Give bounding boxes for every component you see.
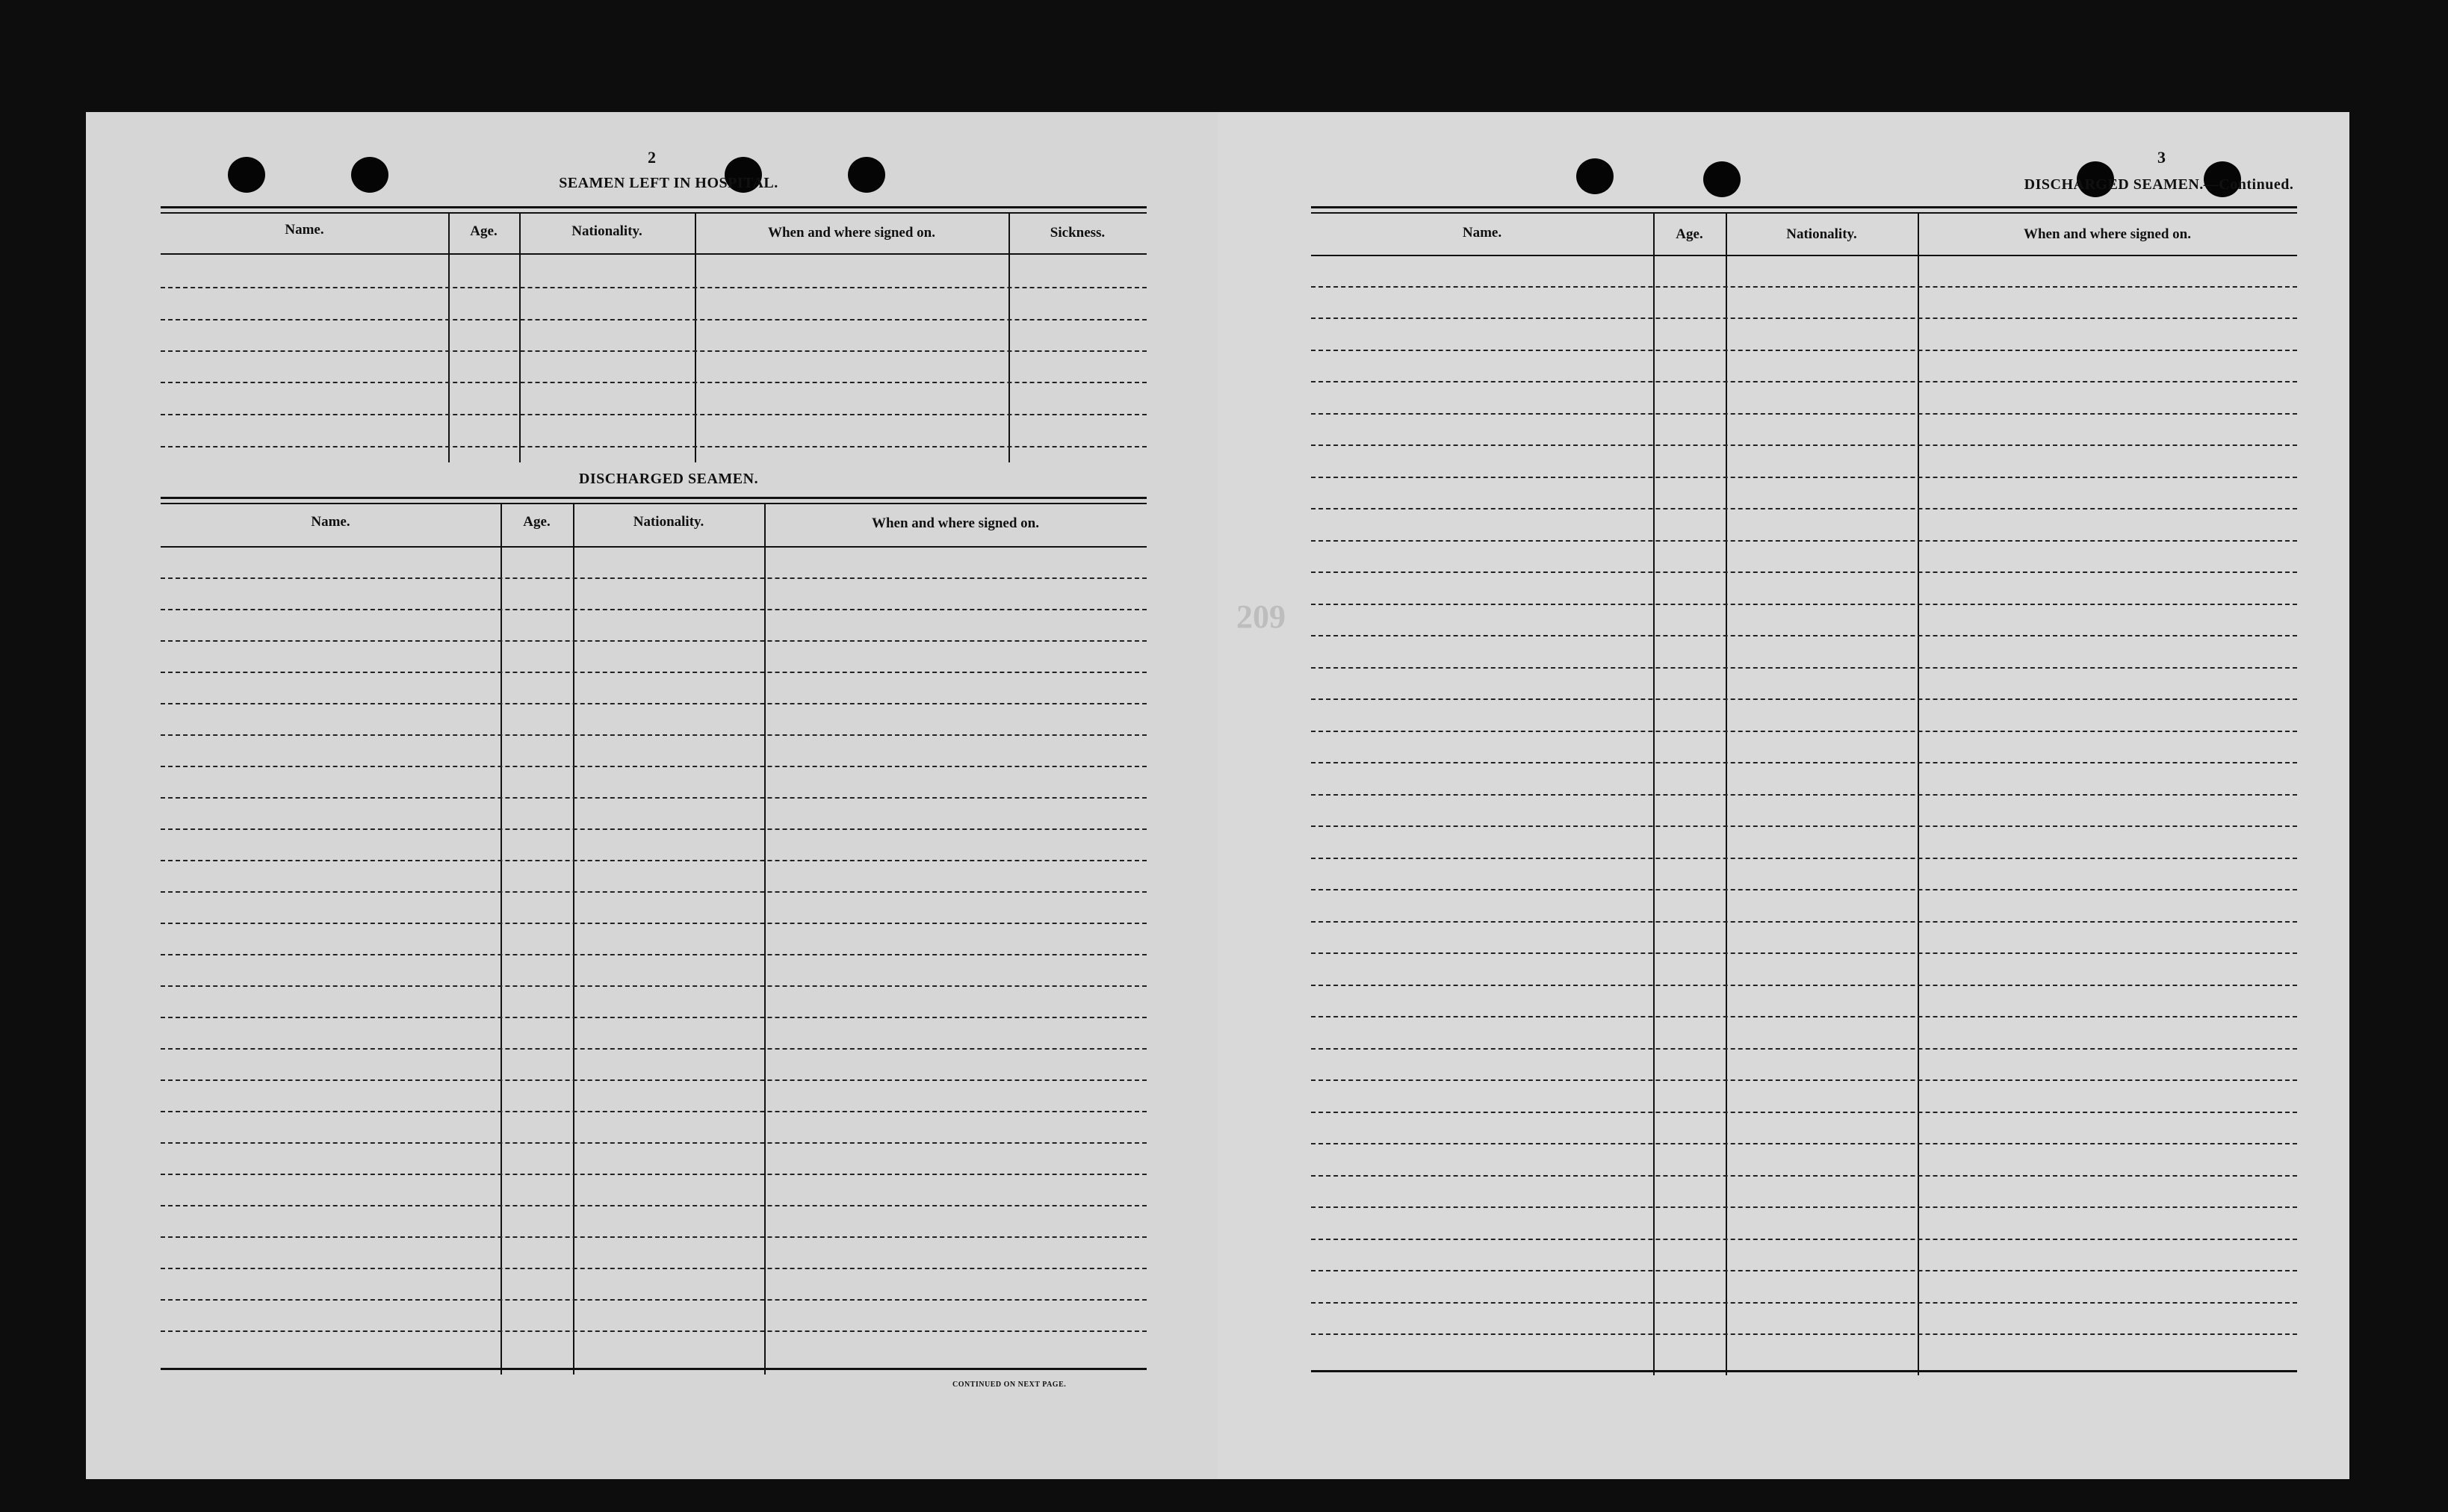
discharged-continued-table <box>1311 206 2297 1381</box>
punch-hole <box>1703 161 1741 197</box>
discharged-continued-title: DISCHARGED SEAMEN.—Continued. <box>2024 176 2294 193</box>
punch-hole <box>351 157 388 193</box>
punch-hole <box>1576 158 1614 194</box>
right-page <box>1218 112 2349 1479</box>
punch-hole <box>848 157 885 193</box>
column-header-age: Age. <box>1676 226 1703 242</box>
column-header-signed-on: When and where signed on. <box>2023 226 2191 242</box>
page-number: 2 <box>648 148 656 167</box>
continued-note: CONTINUED ON NEXT PAGE. <box>952 1381 1067 1389</box>
discharged-section-title: DISCHARGED SEAMEN. <box>578 471 759 487</box>
document-sheet <box>86 112 2349 1479</box>
discharged-table <box>161 497 1147 1381</box>
page-number: 3 <box>2157 148 2166 167</box>
column-header-name: Name. <box>285 222 324 238</box>
left-page <box>86 112 1218 1479</box>
column-header-nationality: Nationality. <box>1786 226 1857 242</box>
column-header-age: Age. <box>523 514 551 530</box>
column-header-sickness: Sickness. <box>1050 225 1106 241</box>
punch-hole <box>228 157 265 193</box>
column-header-age: Age. <box>470 223 498 239</box>
hospital-section-title: SEAMEN LEFT IN HOSPITAL. <box>559 175 778 191</box>
column-header-nationality: Nationality. <box>571 223 642 239</box>
column-header-name: Name. <box>1462 225 1502 241</box>
column-header-nationality: Nationality. <box>633 514 704 530</box>
bleed-through-number: 209 <box>1236 598 1286 635</box>
column-header-signed-on: When and where signed on. <box>871 515 1039 531</box>
column-header-signed-on: When and where signed on. <box>767 225 935 241</box>
column-header-name: Name. <box>311 514 350 530</box>
